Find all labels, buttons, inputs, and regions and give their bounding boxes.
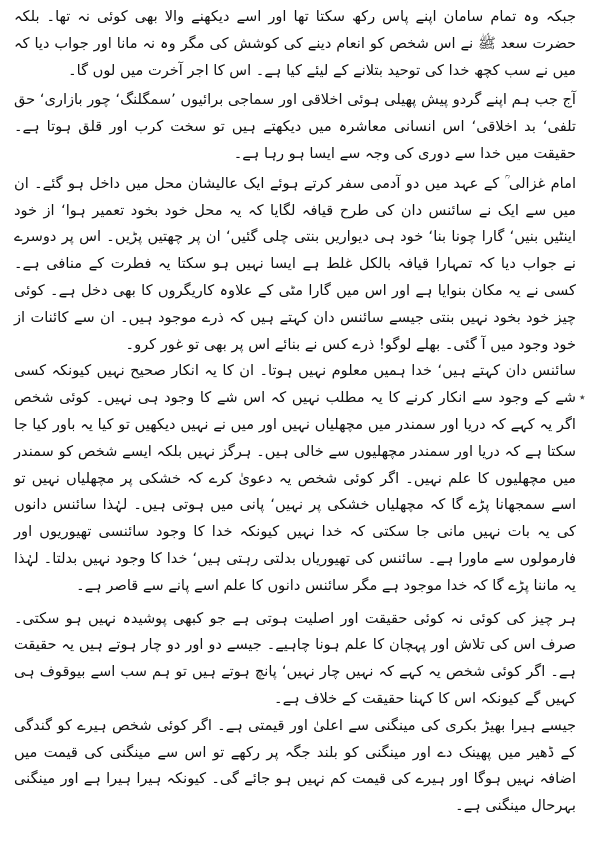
paragraph-2: آج جب ہم اپنے گردو پیش پھیلی ہوئی اخلاقی اور سماجی برائیوں ’سمگلنگ‘ چور بازاری‘ حق تلفی‘ بد اخلاقی‘ اس انسانی معاشرہ میں دیکھتے ہیں تو سخت کرب اور قلق ہوتا ہے۔ حقیقت میں خدا سے دوری کی وجہ سے ایسا ہو رہا ہے۔ <box>14 91 576 162</box>
paragraph-6: جیسے ہیرا بھیڑ بکری کی مینگنی سے اعلیٰ اور قیمتی ہے۔ اگر کوئی شخص ہیرے کو گندگی کے ڈھیر میں پھینک دے اور مینگنی کو بلند جگہ پر رکھے تو اس سے مینگنی کی قیمت میں اضافہ نہیں ہوگا اور ہیرے کی قیمت کم نہیں ہو جائے گی۔ کیونکہ ہیرا ہیرا ہے اور مینگنی بہرحال مینگنی ہے۔ <box>14 716 576 815</box>
paragraph-5: ہر چیز کی کوئی نہ کوئی حقیقت اور اصلیت ہوتی ہے جو کبھی پوشیدہ نہیں ہو سکتی۔ صرف اس کی تلاش اور پہچان کا علم ہونا چاہیے۔ جیسے دو اور دو چار ہوتے ہیں یہ حقیقت ہے۔ اگر کوئی شخص یہ کہے کہ نہیں چار نہیں‘ پانچ ہوتے ہیں تو ہم سب اسے بیوقوف ہی کہیں گے کیونکہ اس کا کہنا حقیقت کے خلاف ہے۔ <box>14 609 576 707</box>
document-page <box>14 4 576 854</box>
paragraph-1: جبکہ وہ تمام سامان اپنے پاس رکھ سکتا تھا اور اسے دیکھنے والا بھی کوئی نہ تھا۔ بلکہ حضرت سعد ﷺ نے اس شخص کو انعام دینے کی کوشش کی مگر وہ نہ مانا اور جواب دیا کہ میں نے سب کچھ خدا کی توحید بتلانے کے لیئے کیا ہے۔ اس کا اجر آخرت میں لوں گا۔ <box>14 8 576 79</box>
paragraph-4: سائنس دان کہتے ہیں‘ خدا ہمیں معلوم نہیں ہوتا۔ ان کا یہ انکار صحیح نہیں کیونکہ کسی شے کے وجود سے انکار کرنے کا یہ مطلب نہیں کہ اس شے کا وجود ہی نہیں۔ کوئی شخص اگر یہ کہے کہ دریا اور سمندر میں مچھلیاں نہیں اور میں نے نہیں دیکھیں تو کیا یہ باور کیا جا سکتا ہے کہ دریا اور سمندر مچھلیوں سے خالی ہیں۔ ہرگز نہیں بلکہ ایسے شخص کو سمندر میں مچھلیوں کا علم نہیں۔ اگر کوئی شخص یہ دعویٰ کرے کہ خشکی پر مچھلیاں نہیں تو اسے سمجھانا پڑے گا کہ مچھلیاں خشکی پر نہیں‘ پانی میں ہوتی ہیں۔ لہٰذا سائنس دانوں کی یہ بات نہیں مانی جا سکتی کہ خدا نہیں کیونکہ خدا کا وجود سائنسی تھیوریوں اور فارمولوں سے ماورا ہے۔ سائنس کی تھیوریاں بدلتی رہتی ہیں‘ خدا کا وجود نہیں بدلتا۔ لہٰذا یہ ماننا پڑے گا کہ خدا موجود ہے مگر سائنس دانوں کا علم اسے پانے سے قاصر ہے۔ <box>14 362 576 594</box>
paragraph-3: امام غزالی ؒ کے عہد میں دو آدمی سفر کرتے ہوئے ایک عالیشان محل میں داخل ہو گئے۔ ان میں سے ایک نے سائنس دان کی طرح قیافہ لگایا کہ یہ محل خود بخود تعمیر ہوا‘ از خود اینٹیں بنیں‘ گارا چونا بنا‘ خود ہی دیواریں بنتی چلی گئیں‘ ان پر چھتیں پڑیں۔ اس پر دوسرے نے جواب دیا کہ تمہارا قیافہ بالکل غلط ہے ایسا نہیں ہو سکتا یہ فطرت کے منافی ہے۔ کسی نے یہ مکان بنوایا ہے اور اس میں گارا مٹی کے علاوہ کاریگروں کا بھی دخل ہے۔ کوئی چیز خود بخود نہیں بنتی جیسے سائنس دان کہتے ہیں کہ ذرے موجود ہیں۔ ان سے کائنات از خود وجود میں آ گئی۔ بھلے لوگو! ذرے کس نے بنائے اس پر بھی تو غور کرو۔ <box>14 174 576 353</box>
margin-mark: ٭ <box>579 390 586 404</box>
